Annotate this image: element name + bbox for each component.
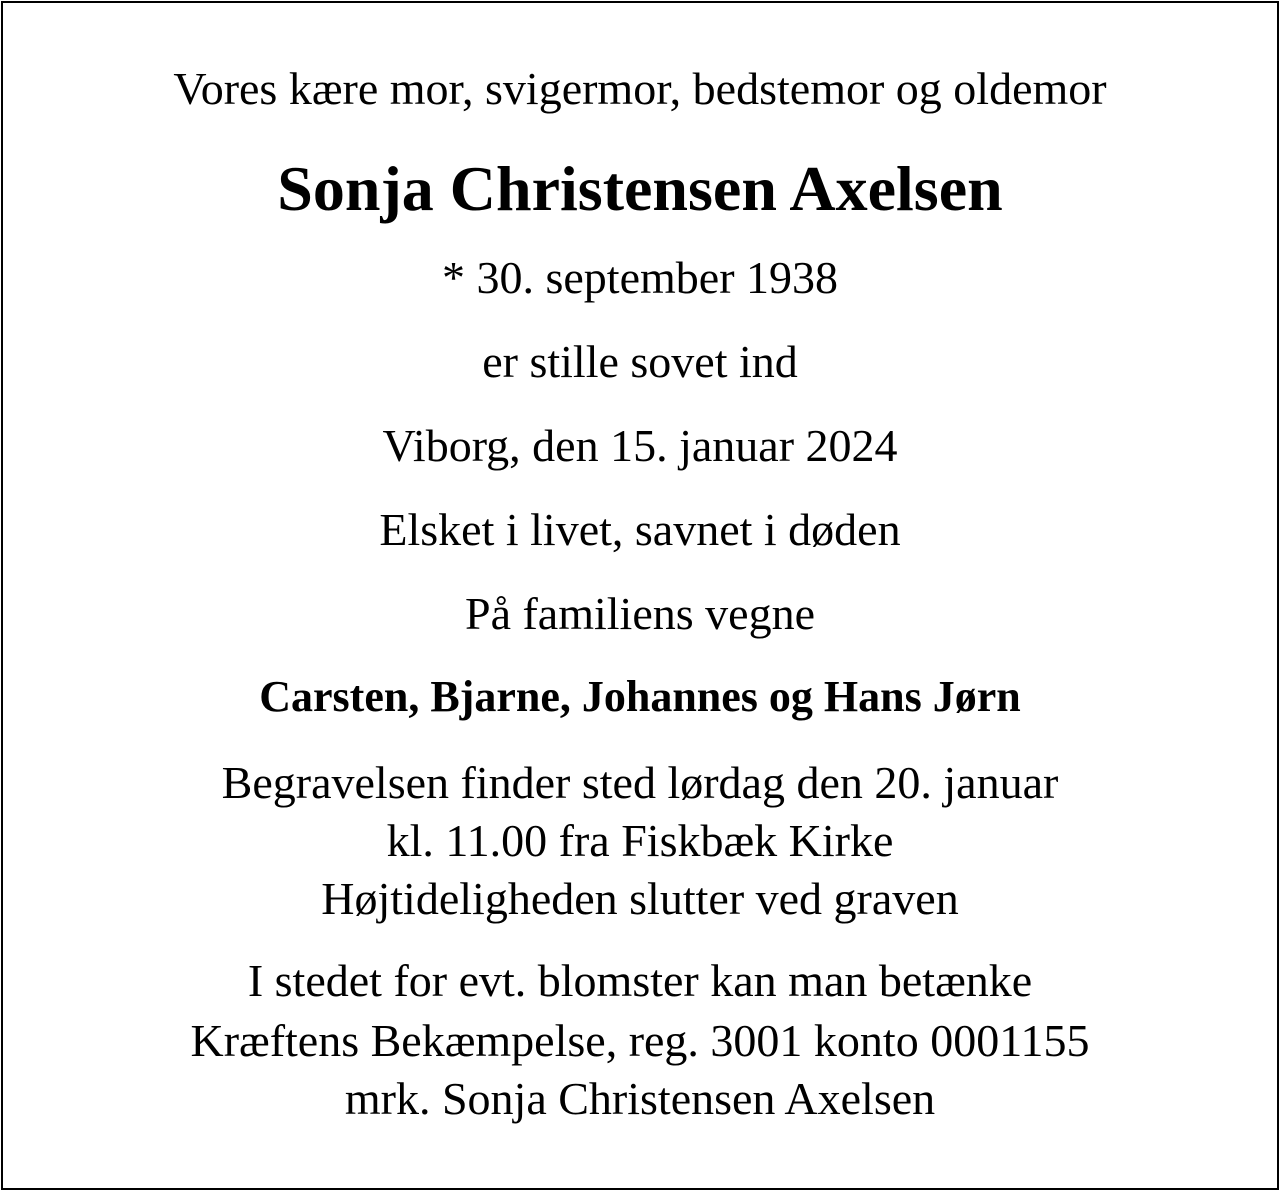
deceased-name: Sonja Christensen Axelsen bbox=[277, 153, 1003, 224]
obituary-notice bbox=[1, 1, 1279, 1190]
donation-line: I stedet for evt. blomster kan man betænke bbox=[247, 955, 1033, 1006]
funeral-line: Begravelsen finder sted lørdag den 20. januar bbox=[221, 757, 1059, 808]
birth-date: * 30. september 1938 bbox=[441, 252, 839, 303]
memorial-motto: Elsket i livet, savnet i døden bbox=[379, 504, 901, 555]
intro-line: Vores kære mor, svigermor, bedstemor og oldemor bbox=[173, 63, 1107, 114]
family-names: Carsten, Bjarne, Johannes og Hans Jørn bbox=[259, 672, 1021, 721]
on-behalf-text: På familiens vegne bbox=[464, 588, 815, 639]
place-and-date: Viborg, den 15. januar 2024 bbox=[382, 420, 898, 471]
donation-line: mrk. Sonja Christensen Axelsen bbox=[344, 1073, 936, 1124]
funeral-line: kl. 11.00 fra Fiskbæk Kirke bbox=[386, 815, 894, 866]
donation-line: Kræftens Bekæmpelse, reg. 3001 konto 0001155 bbox=[190, 1015, 1090, 1066]
funeral-line: Højtideligheden slutter ved graven bbox=[321, 873, 959, 924]
passed-away-text: er stille sovet ind bbox=[482, 336, 798, 387]
